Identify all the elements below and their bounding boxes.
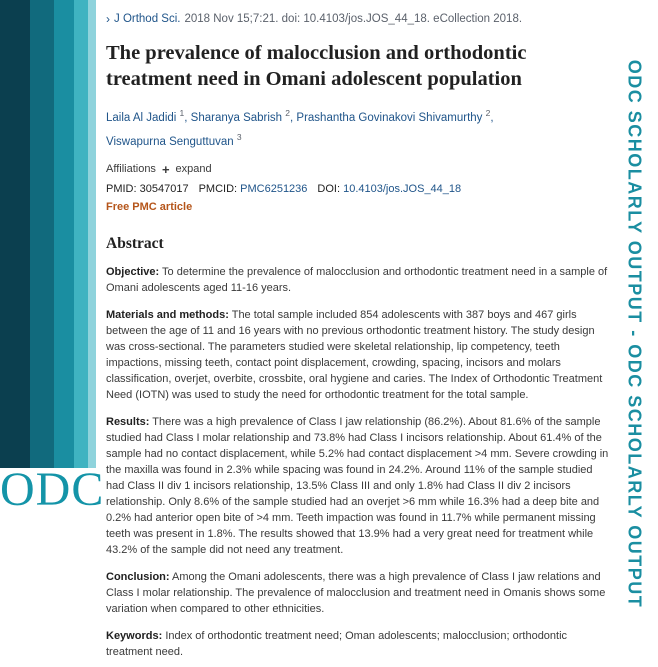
section-label: Conclusion: (106, 570, 170, 583)
doi-link[interactable]: 10.4103/jos.JOS_44_18 (343, 182, 462, 195)
decorative-stripes (0, 0, 96, 468)
abstract-keywords (106, 628, 610, 660)
pmid-value: 30547017 (139, 182, 189, 195)
author-link[interactable]: Prashantha Govinakovi Shivamurthy (296, 111, 483, 124)
section-label: Results: (106, 415, 150, 428)
article-title: The prevalence of malocclusion and orthodontic treatment need in Omani adolescent population (106, 42, 527, 90)
author-link[interactable]: Sharanya Sabrish (190, 111, 283, 124)
stripe (88, 0, 96, 468)
section-label: Objective: (106, 265, 160, 278)
doi-label: DOI: (317, 182, 341, 195)
citation-details: 2018 Nov 15;7:21. doi: 10.4103/jos.JOS_44_18. eCollection 2018. (184, 13, 523, 25)
pmid-label: PMID: (106, 182, 137, 195)
author-affiliation-number[interactable]: 2 (285, 108, 291, 118)
author-list: Laila Al Jadidi $^1$, Sharanya Sabrish $^2$, Prashantha Govinakovi Shivamurthy $^2$, Viswapurna Senguttuvan $^3$ (106, 108, 494, 148)
affiliations-toggle[interactable] (106, 162, 610, 177)
author-link[interactable]: Viswapurna Senguttuvan (106, 135, 234, 148)
side-watermark-text: ODC SCHOLARLY OUTPUT - ODC SCHOLARLY OUTPUT (624, 59, 645, 608)
abstract-objective (106, 264, 610, 296)
affiliations-label: Affiliations (106, 163, 156, 176)
stripe (30, 0, 54, 468)
pmcid-item (199, 183, 308, 195)
stripe (74, 0, 88, 468)
abstract-results (106, 414, 610, 558)
article-content (106, 8, 610, 660)
author-link[interactable]: Laila Al Jadidi (106, 111, 177, 124)
section-text: Index of orthodontic treatment need; Oman adolescents; malocclusion; orthodontic treatment need. (106, 629, 568, 658)
abstract-heading: Abstract (106, 234, 164, 252)
author-affiliation-number[interactable]: 2 (485, 108, 491, 118)
expand-label: expand (175, 163, 212, 176)
abstract-conclusion (106, 569, 610, 617)
chevron-right-icon: › (106, 12, 110, 26)
pmcid-link[interactable]: PMC6251236 (240, 182, 308, 195)
stripe (0, 0, 30, 468)
section-label: Keywords: (106, 629, 163, 642)
section-text: Among the Omani adolescents, there was a high prevalence of Class I jaw relations and Class I molar relationship. The prevalence of malocclusion and treatment need in Omanis shows some variation when compared to other ethnicities. (106, 570, 606, 615)
odc-logo: ODC (0, 463, 105, 516)
journal-link[interactable]: J Orthod Sci. (114, 13, 181, 25)
abstract-methods (106, 307, 610, 403)
section-text: The total sample included 854 adolescents with 387 boys and 467 girls between the age of 11 and 16 years with no previous orthodontic treatment history. The study design was cross-sectional. The parameters studied were skeletal relationship, lip competency, teeth impactions, missing teeth, contact point displacement, crowding, spacing, incisors and molars classification, overjet, overbite, crossbite, oral hygiene and caries. The Index of Orthodontic Treatment Need (IOTN) was used to study the need for orthodontic treatment for the total sample. (106, 308, 603, 401)
free-pmc-article-badge[interactable]: Free PMC article (106, 200, 193, 213)
author-affiliation-number[interactable]: 3 (236, 131, 242, 142)
plus-icon: + (161, 161, 170, 177)
author-affiliation-number[interactable]: 1 (179, 108, 185, 118)
section-text: There was a high prevalence of Class I jaw relationship (86.2%). About 81.6% of the sample studied had Class I molar relationship and 73.8% had Class I incisors relationship. About 61.4% of the sample had no contact displacement, while 5.2% had contact displacement >4 mm. Severe crowding in the maxilla was found in 2.3% while spacing was found in 24.2%. Around 11% of the sample studied had Class II div 1 incisors relationship, 13.5% Class III and only 1.8% had Class II div 2 incisors relationship. Only 8.6% of the sample studied had an overjet >6 mm while 16.3% had a deep bite and 0.2% had anterior open bite of >4 mm. Teeth impaction was found in 11.7% while permanent missing teeth was present in 1.8%. The results showed that 13.9% had a very great need for treatment while 43.2% of the sample did not need any treatment. (106, 415, 609, 556)
doi-item (317, 183, 461, 195)
stripe (54, 0, 74, 468)
pmid-item (106, 183, 189, 195)
citation-line (106, 8, 610, 30)
pmcid-label: PMCID: (198, 182, 238, 195)
section-text: To determine the prevalence of malocclusion and orthodontic treatment need in a sample of Omani adolescents aged 11-16 years. (106, 265, 608, 294)
side-watermark (610, 0, 658, 667)
identifiers (106, 183, 610, 195)
section-label: Materials and methods: (106, 308, 229, 321)
